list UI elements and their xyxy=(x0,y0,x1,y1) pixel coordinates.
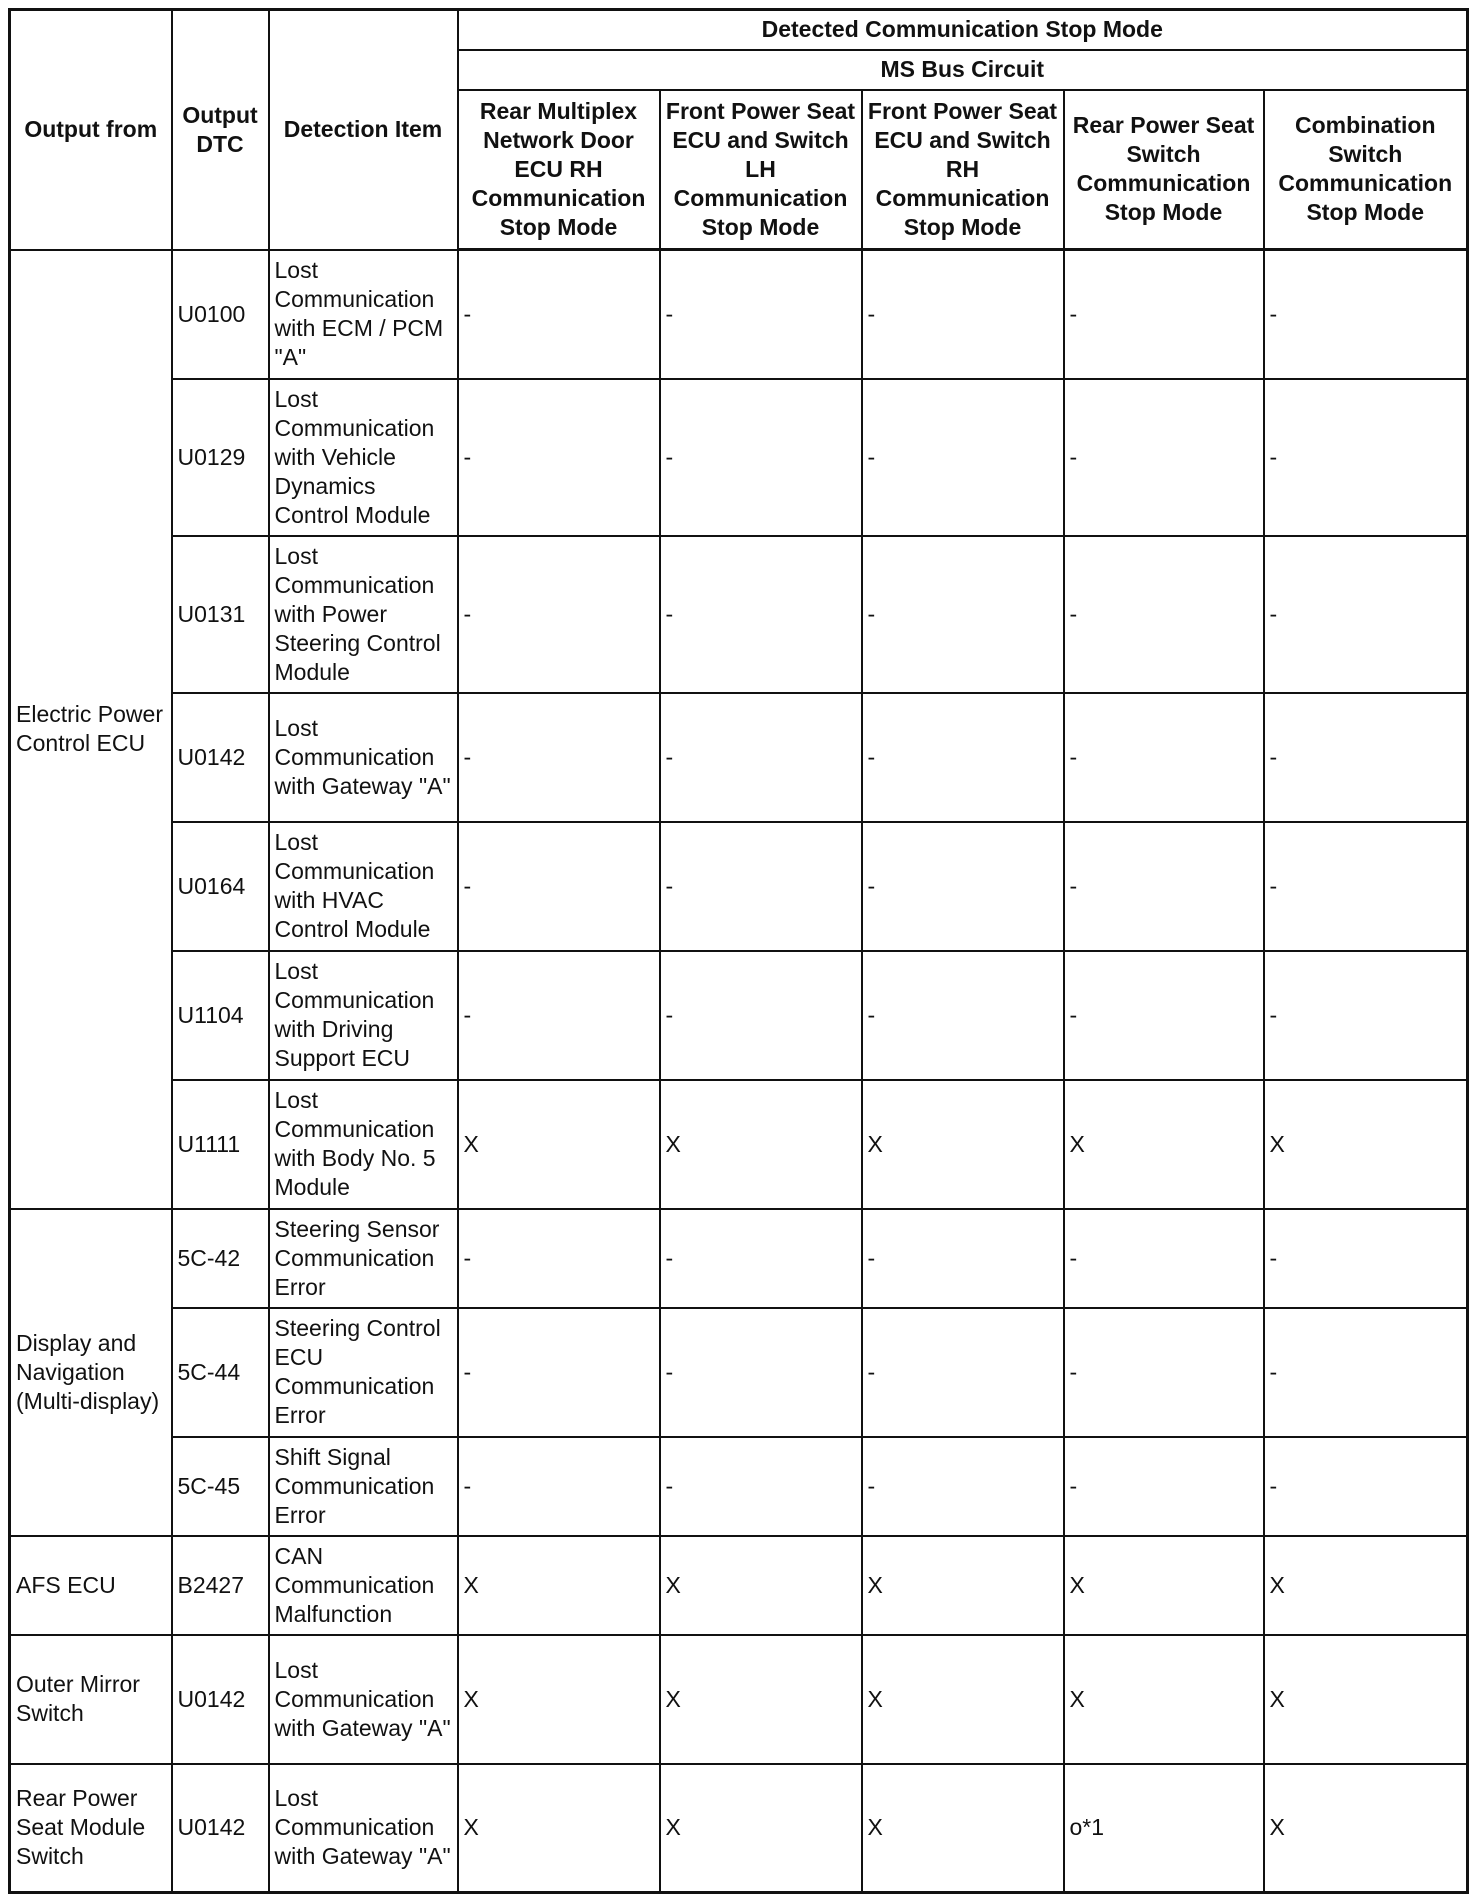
stop-mode-mark-cell: X xyxy=(458,1536,660,1635)
detection-item-cell: Lost Communication with Gateway "A" xyxy=(269,1764,458,1893)
detection-item-cell: Lost Communication with ECM / PCM "A" xyxy=(269,250,458,379)
stop-mode-mark-cell: - xyxy=(660,822,862,951)
stop-mode-mark-cell: - xyxy=(660,693,862,822)
stop-mode-mark-cell: - xyxy=(1064,822,1264,951)
stop-mode-mark-cell: - xyxy=(1064,1209,1264,1308)
dtc-code-cell: 5C-45 xyxy=(172,1437,269,1536)
stop-mode-mark-cell: - xyxy=(1264,951,1468,1080)
stop-mode-mark-cell: - xyxy=(862,1308,1064,1437)
header-detection-item: Detection Item xyxy=(269,10,458,250)
stop-mode-mark-cell: X xyxy=(1264,1536,1468,1635)
detection-item-cell: Steering Control ECU Communication Error xyxy=(269,1308,458,1437)
stop-mode-mark-cell: - xyxy=(660,1308,862,1437)
table-row xyxy=(10,1635,1468,1764)
table-row xyxy=(10,379,1468,536)
stop-mode-mark-cell: - xyxy=(458,379,660,536)
stop-mode-mark-cell: - xyxy=(862,250,1064,379)
stop-mode-mark-cell: - xyxy=(1264,536,1468,693)
stop-mode-mark-cell: - xyxy=(1064,951,1264,1080)
stop-mode-mark-cell: - xyxy=(660,1209,862,1308)
stop-mode-mark-cell: - xyxy=(1264,1437,1468,1536)
dtc-table-container xyxy=(8,8,1466,1882)
stop-mode-mark-cell: - xyxy=(862,1209,1064,1308)
table-row xyxy=(10,951,1468,1080)
stop-mode-mark-cell: - xyxy=(1064,250,1264,379)
detection-item-cell: Lost Communication with Vehicle Dynamics Control Module xyxy=(269,379,458,536)
stop-mode-mark-cell: X xyxy=(1064,1080,1264,1209)
stop-mode-mark-cell: - xyxy=(458,822,660,951)
stop-mode-mark-cell: X xyxy=(660,1536,862,1635)
stop-mode-mark-cell: - xyxy=(1064,693,1264,822)
stop-mode-mark-cell: X xyxy=(1064,1536,1264,1635)
stop-mode-mark-cell: - xyxy=(1064,1308,1264,1437)
header-ms-bus-circuit: MS Bus Circuit xyxy=(458,50,1468,90)
stop-mode-mark-cell: - xyxy=(660,250,862,379)
dtc-code-cell: U0131 xyxy=(172,536,269,693)
output-from-cell: Display and Navigation (Multi-display) xyxy=(10,1209,172,1536)
header-output-from: Output from xyxy=(10,10,172,250)
detection-item-cell: Lost Communication with Gateway "A" xyxy=(269,1635,458,1764)
table-row xyxy=(10,536,1468,693)
stop-mode-mark-cell: o*1 xyxy=(1064,1764,1264,1893)
detection-item-cell: CAN Communication Malfunction xyxy=(269,1536,458,1635)
detection-item-cell: Steering Sensor Communication Error xyxy=(269,1209,458,1308)
stop-mode-mark-cell: X xyxy=(660,1764,862,1893)
dtc-code-cell: 5C-42 xyxy=(172,1209,269,1308)
dtc-code-cell: 5C-44 xyxy=(172,1308,269,1437)
stop-mode-mark-cell: - xyxy=(458,536,660,693)
stop-mode-mark-cell: - xyxy=(660,536,862,693)
detection-item-cell: Lost Communication with Power Steering Control Module xyxy=(269,536,458,693)
detection-item-cell: Shift Signal Communication Error xyxy=(269,1437,458,1536)
stop-mode-mark-cell: X xyxy=(1264,1635,1468,1764)
stop-mode-mark-cell: X xyxy=(862,1080,1064,1209)
dtc-code-cell: U1111 xyxy=(172,1080,269,1209)
stop-mode-mark-cell: - xyxy=(1264,822,1468,951)
stop-mode-mark-cell: X xyxy=(660,1635,862,1764)
dtc-code-cell: B2427 xyxy=(172,1536,269,1635)
output-from-cell: AFS ECU xyxy=(10,1536,172,1635)
header-output-dtc: Output DTC xyxy=(172,10,269,250)
stop-mode-mark-cell: - xyxy=(1064,536,1264,693)
header-mode: Front Power Seat ECU and Switch RH Communication Stop Mode xyxy=(862,90,1064,250)
stop-mode-mark-cell: - xyxy=(458,1437,660,1536)
table-row xyxy=(10,250,1468,379)
table-header xyxy=(10,10,1468,250)
stop-mode-mark-cell: - xyxy=(458,951,660,1080)
stop-mode-mark-cell: - xyxy=(458,250,660,379)
header-mode: Front Power Seat ECU and Switch LH Communication Stop Mode xyxy=(660,90,862,250)
stop-mode-mark-cell: X xyxy=(1064,1635,1264,1764)
table-body xyxy=(10,250,1468,1893)
stop-mode-mark-cell: X xyxy=(458,1080,660,1209)
header-mode: Rear Multiplex Network Door ECU RH Communication Stop Mode xyxy=(458,90,660,250)
stop-mode-mark-cell: - xyxy=(660,1437,862,1536)
stop-mode-mark-cell: - xyxy=(862,1437,1064,1536)
stop-mode-mark-cell: - xyxy=(1264,379,1468,536)
stop-mode-mark-cell: - xyxy=(862,379,1064,536)
dtc-code-cell: U0142 xyxy=(172,1635,269,1764)
header-detected-stop-mode: Detected Communication Stop Mode xyxy=(458,10,1468,50)
stop-mode-mark-cell: - xyxy=(1064,379,1264,536)
table-row xyxy=(10,822,1468,951)
stop-mode-mark-cell: X xyxy=(458,1764,660,1893)
stop-mode-mark-cell: - xyxy=(458,1308,660,1437)
stop-mode-mark-cell: - xyxy=(862,536,1064,693)
table-row xyxy=(10,1437,1468,1536)
dtc-code-cell: U0142 xyxy=(172,693,269,822)
detection-item-cell: Lost Communication with Gateway "A" xyxy=(269,693,458,822)
table-row xyxy=(10,1308,1468,1437)
stop-mode-mark-cell: - xyxy=(1264,693,1468,822)
dtc-code-cell: U0129 xyxy=(172,379,269,536)
table-row xyxy=(10,1209,1468,1308)
detection-item-cell: Lost Communication with HVAC Control Module xyxy=(269,822,458,951)
table-row xyxy=(10,693,1468,822)
detection-item-cell: Lost Communication with Body No. 5 Module xyxy=(269,1080,458,1209)
table-row xyxy=(10,1764,1468,1893)
stop-mode-mark-cell: - xyxy=(660,951,862,1080)
stop-mode-mark-cell: - xyxy=(458,693,660,822)
stop-mode-mark-cell: - xyxy=(862,693,1064,822)
dtc-code-cell: U0100 xyxy=(172,250,269,379)
stop-mode-mark-cell: X xyxy=(660,1080,862,1209)
header-mode: Rear Power Seat Switch Communication Stop Mode xyxy=(1064,90,1264,250)
dtc-code-cell: U0142 xyxy=(172,1764,269,1893)
stop-mode-mark-cell: X xyxy=(862,1536,1064,1635)
stop-mode-mark-cell: - xyxy=(458,1209,660,1308)
stop-mode-mark-cell: - xyxy=(862,822,1064,951)
stop-mode-mark-cell: - xyxy=(660,379,862,536)
output-from-cell: Rear Power Seat Module Switch xyxy=(10,1764,172,1893)
stop-mode-mark-cell: - xyxy=(1264,1308,1468,1437)
dtc-communication-table xyxy=(8,8,1469,1894)
stop-mode-mark-cell: - xyxy=(862,951,1064,1080)
stop-mode-mark-cell: X xyxy=(862,1764,1064,1893)
stop-mode-mark-cell: X xyxy=(1264,1764,1468,1893)
stop-mode-mark-cell: - xyxy=(1264,250,1468,379)
stop-mode-mark-cell: X xyxy=(458,1635,660,1764)
stop-mode-mark-cell: - xyxy=(1064,1437,1264,1536)
stop-mode-mark-cell: X xyxy=(1264,1080,1468,1209)
stop-mode-mark-cell: X xyxy=(862,1635,1064,1764)
table-row xyxy=(10,1536,1468,1635)
table-row xyxy=(10,1080,1468,1209)
dtc-code-cell: U0164 xyxy=(172,822,269,951)
stop-mode-mark-cell: - xyxy=(1264,1209,1468,1308)
dtc-code-cell: U1104 xyxy=(172,951,269,1080)
detection-item-cell: Lost Communication with Driving Support ECU xyxy=(269,951,458,1080)
output-from-cell: Outer Mirror Switch xyxy=(10,1635,172,1764)
header-mode: Combination Switch Communication Stop Mode xyxy=(1264,90,1468,250)
output-from-cell: Electric Power Control ECU xyxy=(10,250,172,1209)
